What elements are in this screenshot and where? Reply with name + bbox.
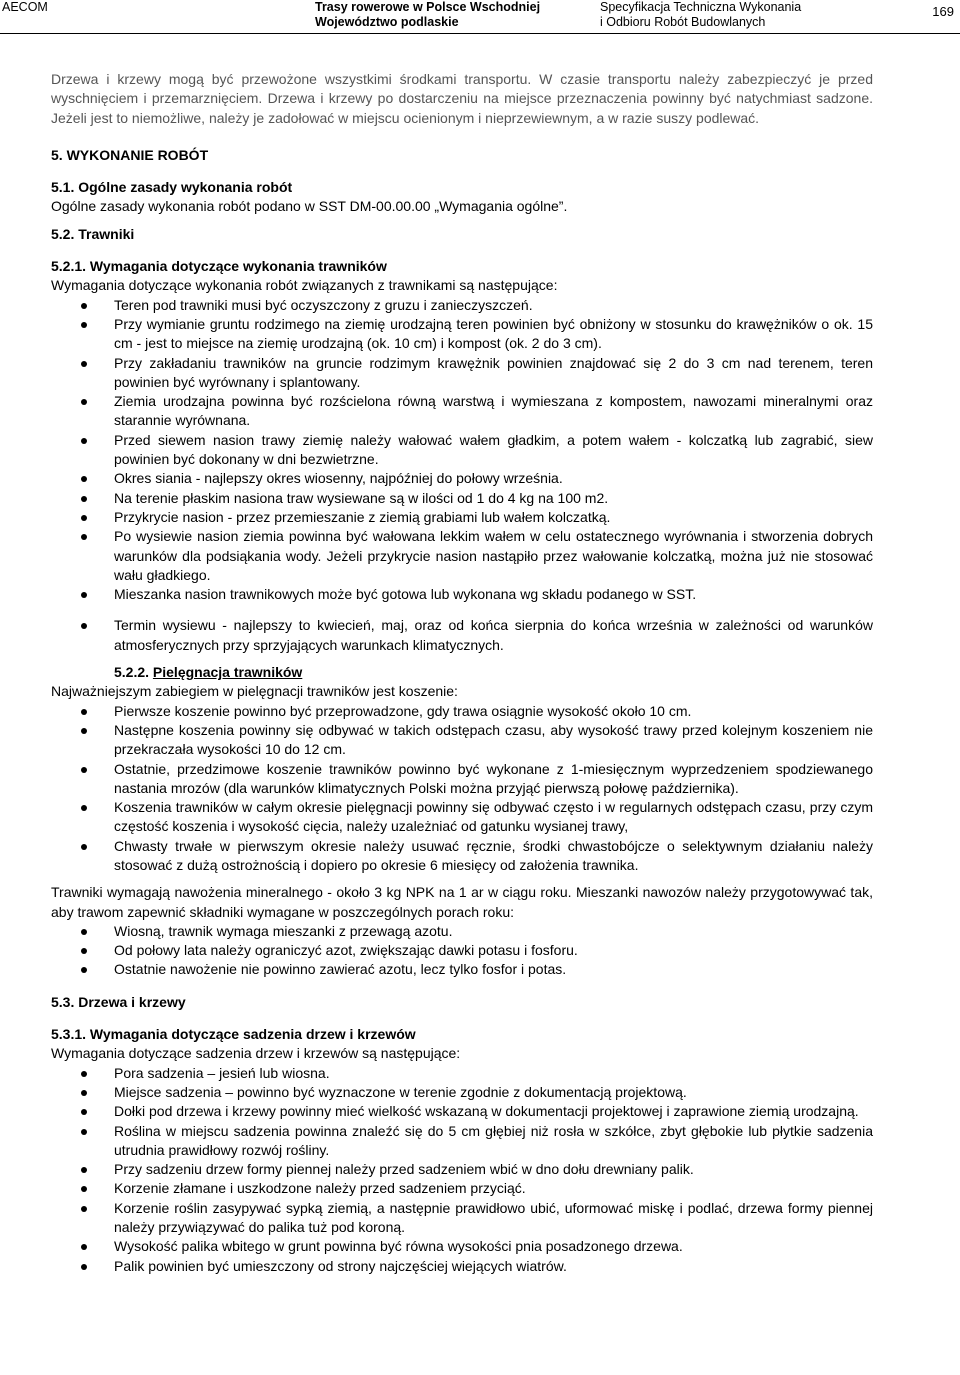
list-item: Od połowy lata należy ograniczyć azot, zwiększając dawki potasu i fosforu. [51, 941, 873, 960]
list-item: Przy sadzeniu drzew formy piennej należy przed sadzeniem wbić w dno dołu drewniany palik. [51, 1160, 873, 1179]
document-body [51, 70, 873, 1276]
list-item: Przy zakładaniu trawników na gruncie rodzimym krawężnik powinien znajdować się 2 do 3 cm nad terenem, teren powinien być wyrównany i splantowany. [51, 354, 873, 393]
section-5-1-heading: 5.1. Ogólne zasady wykonania robót [51, 179, 293, 196]
list-item: Przy wymianie gruntu rodzimego na ziemię urodzajną teren powinien być obniżony w stosunku do krawężników o ok. 15 cm - jest to miejsce na ziemię urodzajną (ok. 10 cm) i kompost (ok. 2 do 3 cm). [51, 315, 873, 354]
section-5-3-1-intro: Wymagania dotyczące sadzenia drzew i krzewów są następujące: [51, 1045, 461, 1062]
list-item: Teren pod trawniki musi być oczyszczony z gruzu i zanieczyszczeń. [51, 296, 873, 315]
list-item: Palik powinien być umieszczony od strony najczęściej wiejących wiatrów. [51, 1257, 873, 1276]
section-5-2-1-heading: 5.2.1. Wymagania dotyczące wykonania trawników [51, 258, 387, 275]
lawn-requirements-list [51, 296, 873, 655]
fertilization-paragraph: Trawniki wymagają nawożenia mineralnego - około 3 kg NPK na 1 ar w ciągu roku. Mieszanki nawozów należy przygotowywać tak, aby trawom zapewnić składniki wymagane w poszczególnych porach roku: [51, 884, 873, 920]
header-project-line1: Trasy rowerowe w Polsce Wschodniej [315, 0, 541, 14]
intro-paragraph: Drzewa i krzewy mogą być przewożone wszystkimi środkami transportu. W czasie transportu należy zabezpieczyć je przed wyschnięciem i przemarznięciem. Drzewa i krzewy po dostarczeniu na miejsce przeznaczenia powinny być natychmiast sadzone. Jeżeli jest to niemożliwe, należy je zadołować w miejscu ocienionym i nieprzewiewnym, a w razie suszy podlewać. [51, 71, 873, 126]
header-spec-line1: Specyfikacja Techniczna Wykonania [600, 0, 802, 14]
list-item: Ziemia urodzajna powinna być rozścielona równą warstwą i wymieszana z kompostem, nawozami mineralnymi oraz starannie wyrównana. [51, 392, 873, 431]
list-item: Przykrycie nasion - przez przemieszanie z ziemią grabiami lub wałem kolczatką. [51, 508, 873, 527]
page-header [0, 0, 960, 34]
section-5-2-1-intro: Wymagania dotyczące wykonania robót związanych z trawnikami są następujące: [51, 277, 558, 294]
list-item: Okres siania - najlepszy okres wiosenny, najpóźniej do połowy września. [51, 469, 873, 488]
section-5-3-heading: 5.3. Drzewa i krzewy [51, 993, 186, 1010]
section-5-2-2-heading [51, 663, 873, 682]
list-item: Korzenie roślin zasypywać sypką ziemią, a następnie prawidłowo ubić, uformować miskę i podlać, drzewa formy piennej należy przywiązywać do palika tuż pod koroną. [51, 1199, 873, 1238]
list-item: Dołki pod drzewa i krzewy powinny mieć wielkość wskazaną w dokumentacji projektowej i zaprawione ziemią urodzajną. [51, 1102, 873, 1121]
header-project [315, 0, 540, 30]
header-org: AECOM [2, 0, 48, 14]
list-item: Koszenia trawników w całym okresie pielęgnacji powinny się odbywać często i w regularnych odstępach czasu, przy czym częstość koszenia i wysokość cięcia, należy uzależniać od gatunku wysianej trawy, [51, 798, 873, 837]
section-5-heading: 5. WYKONANIE ROBÓT [51, 146, 209, 163]
page-number: 169 [932, 4, 954, 19]
fertilization-list [51, 922, 873, 980]
list-item: Przed siewem nasion trawy ziemię należy wałować wałem gładkim, a potem wałem - kolczatką lub zagrabić, siew powinien być dokonany w dni bezwietrzne. [51, 431, 873, 470]
list-item: Wysokość palika wbitego w grunt powinna być równa wysokości pnia posadzonego drzewa. [51, 1237, 873, 1256]
list-item: Wiosną, trawnik wymaga mieszanki z przewagą azotu. [51, 922, 873, 941]
list-item: Ostatnie nawożenie nie powinno zawierać azotu, lecz tylko fosfor i potas. [51, 960, 873, 979]
section-5-1-text: Ogólne zasady wykonania robót podano w SST DM-00.00.00 „Wymagania ogólne”. [51, 198, 568, 215]
list-item: Po wysiewie nasion ziemia powinna być wałowana lekkim wałem w celu ostatecznego wyrównania i stworzenia dobrych warunków dla podsiąkania wody. Jeżeli przykrycie nasion nastąpiło przez wałowanie kolczatką, można już nie stosować wału gładkiego. [51, 527, 873, 585]
list-item: Korzenie złamane i uszkodzone należy przed sadzeniem przyciąć. [51, 1179, 873, 1198]
header-spec-line2: i Odbioru Robót Budowlanych [600, 15, 766, 29]
section-5-2-2-title: Pielęgnacja trawników [152, 664, 303, 681]
list-item: Pierwsze koszenie powinno być przeprowadzone, gdy trawa osiągnie wysokość około 10 cm. [51, 702, 873, 721]
section-5-2-heading: 5.2. Trawniki [51, 225, 135, 242]
list-item: Termin wysiewu - najlepszy to kwiecień, maj, oraz od końca sierpnia do końca września w zależności od warunków atmosferycznych przy sprzyjających warunkach klimatycznych. [51, 616, 873, 655]
list-item: Ostatnie, przedzimowe koszenie trawników powinno być wykonane z 1-miesięcznym wyprzedzeniem spodziewanego nastania mrozów (dla warunków klimatycznych Polski można przyjąć pierwszą połowę października). [51, 760, 873, 799]
header-project-line2: Województwo podlaskie [315, 15, 459, 29]
section-5-2-2-number: 5.2.2. [114, 664, 153, 681]
mowing-list [51, 702, 873, 876]
section-5-3-1-heading: 5.3.1. Wymagania dotyczące sadzenia drzew i krzewów [51, 1026, 416, 1043]
list-item: Miejsce sadzenia – powinno być wyznaczone w terenie zgodnie z dokumentacją projektową. [51, 1083, 873, 1102]
list-item: Na terenie płaskim nasiona traw wysiewane są w ilości od 1 do 4 kg na 100 m2. [51, 489, 873, 508]
header-spec [600, 0, 801, 30]
list-item: Chwasty trwałe w pierwszym okresie należy usuwać ręcznie, środki chwastobójcze o selektywnym działaniu należy stosować z dużą ostrożnością i dopiero po okresie 6 miesięcy od założenia trawnika. [51, 837, 873, 876]
list-item: Następne koszenia powinny się odbywać w takich odstępach czasu, aby wysokość trawy przed kolejnym koszeniem nie przekraczała wysokości 10 do 12 cm. [51, 721, 873, 760]
list-item: Mieszanka nasion trawnikowych może być gotowa lub wykonana wg składu podanego w SST. [51, 585, 873, 604]
list-item: Roślina w miejscu sadzenia powinna znaleźć się do 5 cm głębiej niż rosła w szkółce, zbyt głębokie lub płytkie sadzenia utrudnia prawidłowy rozwój rośliny. [51, 1122, 873, 1161]
planting-requirements-list [51, 1064, 873, 1276]
section-5-2-2-intro: Najważniejszym zabiegiem w pielęgnacji trawników jest koszenie: [51, 683, 458, 700]
list-item: Pora sadzenia – jesień lub wiosna. [51, 1064, 873, 1083]
